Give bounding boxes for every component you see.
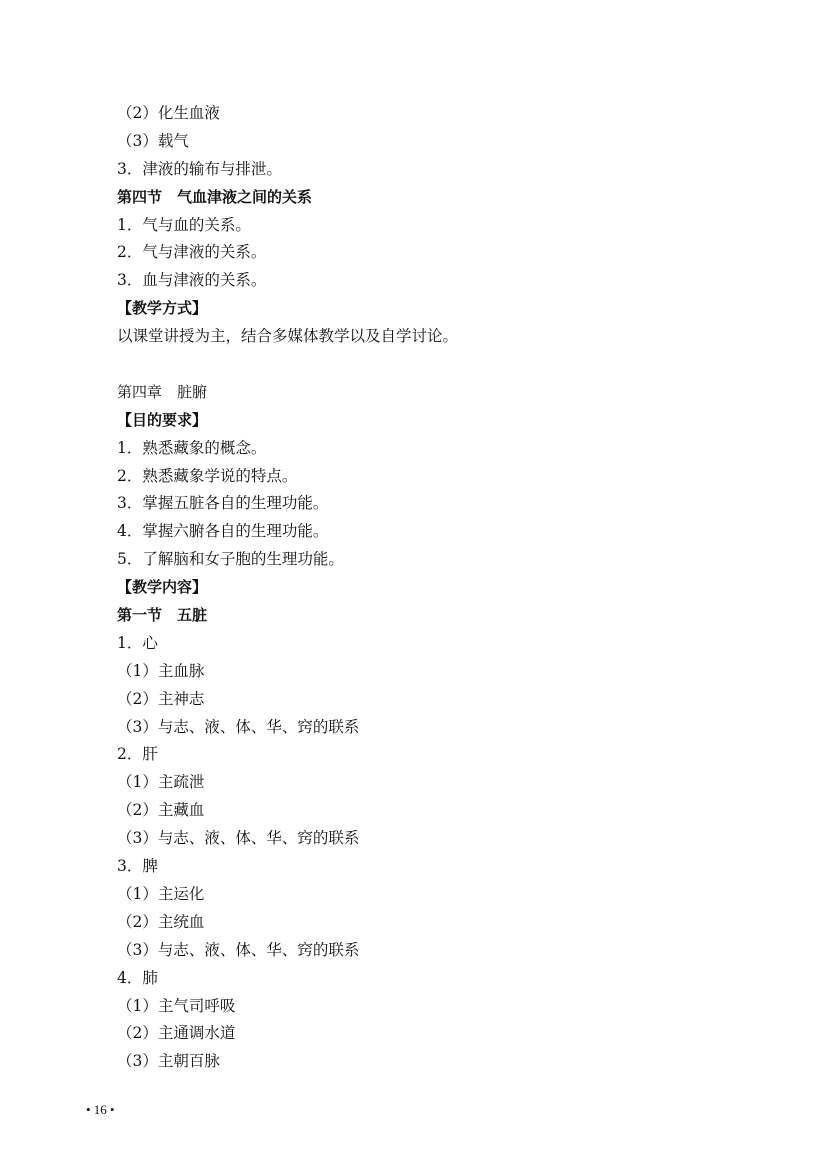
content-heading: 【教学内容】	[117, 578, 208, 597]
organ-heading: 3．脾	[117, 857, 158, 876]
list-item: （1）主运化	[117, 884, 205, 903]
list-item: （1）主血脉	[117, 661, 205, 680]
page-content	[117, 100, 757, 1076]
list-item: 4．掌握六腑各自的生理功能。	[117, 522, 329, 541]
list-item: 2．气与津液的关系。	[117, 243, 267, 262]
list-item: （1）主气司呼吸	[117, 996, 236, 1015]
list-item: （2）主神志	[117, 689, 205, 708]
list-item: （3）与志、液、体、华、窍的联系	[117, 829, 360, 848]
page-number: • 16 •	[86, 1102, 115, 1117]
text-line: （3）载气	[117, 131, 189, 150]
list-item: 3．掌握五脏各自的生理功能。	[117, 494, 329, 513]
organ-heading: 1．心	[117, 633, 158, 652]
list-item: （3）与志、液、体、华、窍的联系	[117, 717, 360, 736]
list-item: 5．了解脑和女子胞的生理功能。	[117, 550, 344, 569]
list-item: 1．熟悉藏象的概念。	[117, 438, 267, 457]
list-item: （2）主统血	[117, 912, 205, 931]
organ-heading: 2．肝	[117, 745, 158, 764]
teaching-method-text: 以课堂讲授为主，结合多媒体教学以及自学讨论。	[117, 327, 459, 346]
teaching-method-heading: 【教学方式】	[117, 299, 208, 318]
chapter-title: 第四章 脏腑	[117, 382, 208, 401]
list-item: 2．熟悉藏象学说的特点。	[117, 466, 298, 485]
list-item: 3．血与津液的关系。	[117, 271, 267, 290]
objectives-heading: 【目的要求】	[117, 410, 208, 429]
blank-line	[117, 351, 757, 379]
list-item: （2）主通调水道	[117, 1024, 236, 1043]
section-heading: 第一节 五脏	[117, 606, 208, 625]
list-item: （3）与志、液、体、华、窍的联系	[117, 940, 360, 959]
section-heading: 第四节 气血津液之间的关系	[117, 187, 313, 206]
list-item: （2）主藏血	[117, 801, 205, 820]
list-item: （1）主疏泄	[117, 773, 205, 792]
organ-heading: 4．肺	[117, 968, 158, 987]
list-item: （3）主朝百脉	[117, 1052, 220, 1071]
text-line: 3．津液的输布与排泄。	[117, 159, 282, 178]
list-item: 1．气与血的关系。	[117, 215, 251, 234]
text-line: （2）化生血液	[117, 104, 220, 122]
